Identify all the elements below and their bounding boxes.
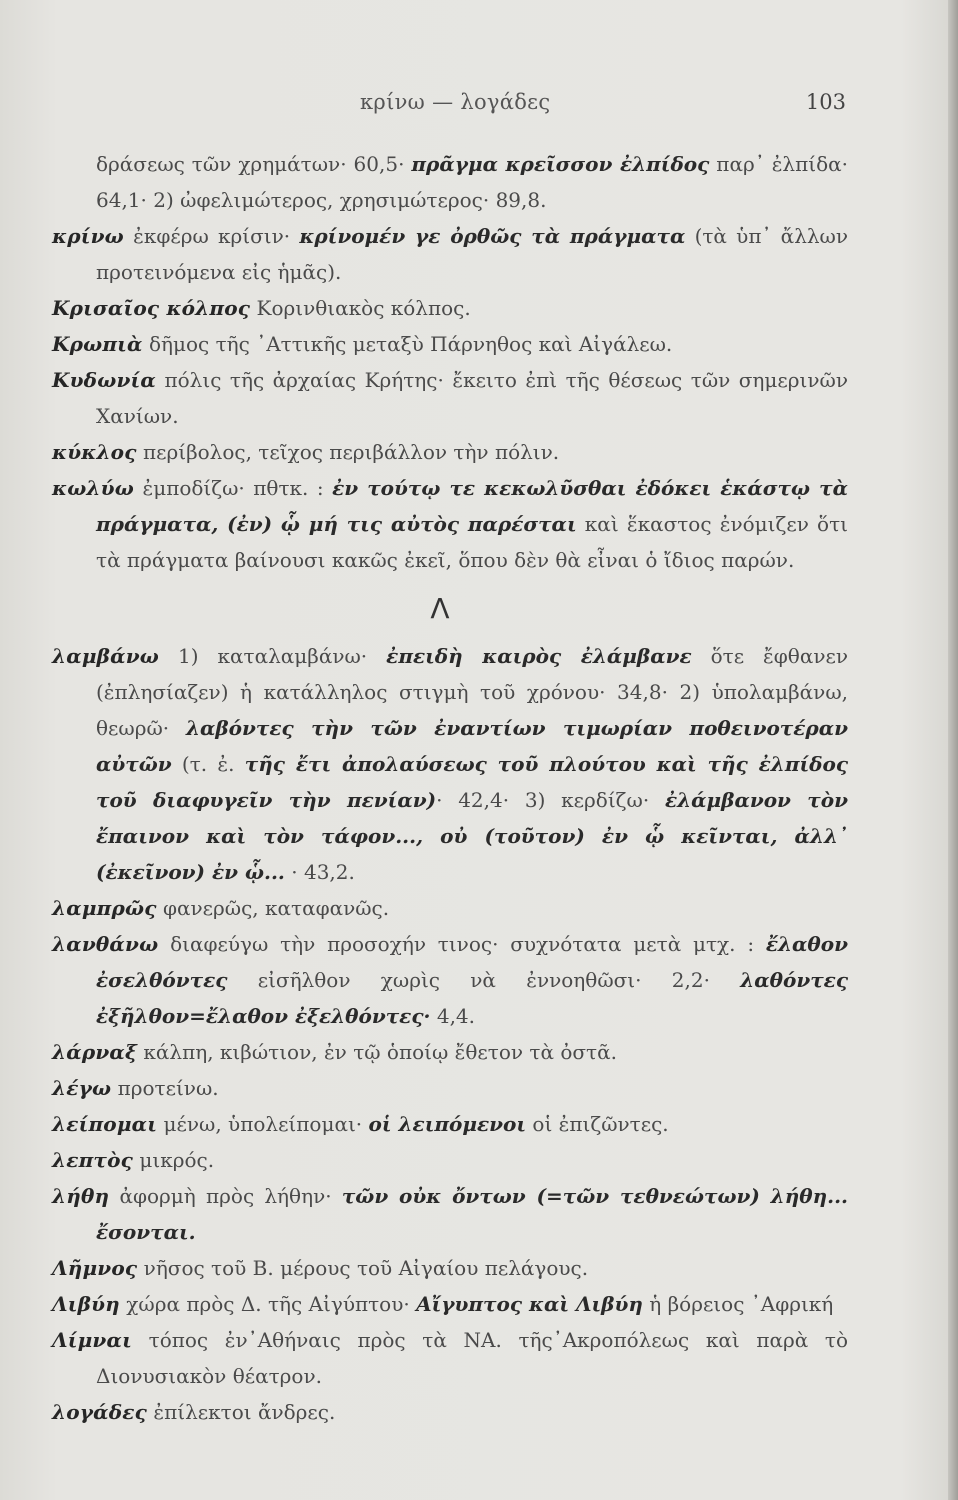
definition: ἐκφέρω κρίσιν· bbox=[123, 224, 300, 248]
page-edge-shadow bbox=[948, 0, 958, 1500]
definition: ἡ βόρειος ᾿Αφρική bbox=[642, 1292, 834, 1316]
headword: κρίνω bbox=[52, 224, 124, 248]
dictionary-entry bbox=[52, 1286, 848, 1322]
entry-continuation bbox=[52, 146, 848, 218]
dictionary-entry bbox=[52, 1142, 848, 1178]
dictionary-entry bbox=[52, 326, 848, 362]
headword: λεπτὸς bbox=[52, 1148, 133, 1172]
headword: λείπομαι bbox=[52, 1112, 158, 1136]
definition: προτείνω. bbox=[111, 1076, 219, 1100]
headword: Λίμναι bbox=[52, 1328, 132, 1352]
headword: κύκλος bbox=[52, 440, 137, 464]
definition: Κορινθιακὸς κόλπος. bbox=[250, 296, 471, 320]
dictionary-entry bbox=[52, 1034, 848, 1070]
headword: λέγω bbox=[52, 1076, 112, 1100]
quotation: οἱ λειπόμενοι bbox=[368, 1112, 527, 1136]
quotation: πρᾶγμα κρεῖσσον ἐλπίδος bbox=[411, 152, 710, 176]
dictionary-entry bbox=[52, 926, 848, 1034]
section-letter: Λ bbox=[430, 592, 450, 625]
definition: φανερῶς, καταφανῶς. bbox=[156, 896, 390, 920]
definition: μένω, ὑπολείπομαι· bbox=[157, 1112, 369, 1136]
definition: (τὰ ὑπ᾽ ἄλλων προτεινόμενα εἰς ἡμᾶς). bbox=[96, 224, 849, 284]
headword: λαμβάνω bbox=[52, 644, 160, 668]
dictionary-entry bbox=[52, 470, 848, 578]
quotation: λαβόντες τὴν τῶν ἐναντίων τιμωρίαν ποθεινοτέραν αὐτῶν bbox=[96, 716, 848, 776]
dictionary-text bbox=[52, 146, 848, 1430]
definition: παρ᾽ ἐλπίδα· 64,1· 2) ὠφελιμώτερος, χρησιμώτερος· 89,8. bbox=[96, 152, 848, 212]
definition: πόλις τῆς ἀρχαίας Κρήτης· ἔκειτο ἐπὶ τῆς θέσεως τῶν σημερινῶν Χανίων. bbox=[96, 368, 848, 428]
dictionary-entry bbox=[52, 362, 848, 434]
dictionary-entry bbox=[52, 638, 848, 890]
definition: τόπος ἐν᾽Αθήναις πρὸς τὰ ΝΑ. τῆς᾽Ακροπόλεως καὶ παρὰ τὸ Διονυσιακὸν θέατρον. bbox=[96, 1328, 848, 1388]
quotation: τῶν οὐκ ὄντων (=τῶν τεθνεώτων) λήθη... ἔσονται. bbox=[96, 1184, 849, 1244]
definition: νῆσος τοῦ Β. μέρους τοῦ Αἰγαίου πελάγους. bbox=[137, 1256, 589, 1280]
entries-kappa bbox=[52, 146, 848, 578]
dictionary-entry bbox=[52, 290, 848, 326]
headword: Λῆμνος bbox=[52, 1256, 138, 1280]
dictionary-entry bbox=[52, 1394, 848, 1430]
dictionary-entry bbox=[52, 1178, 848, 1250]
dictionary-entry bbox=[52, 1322, 848, 1394]
definition: ἐπίλεκτοι ἄνδρες. bbox=[147, 1400, 336, 1424]
quotation: ἐπειδὴ καιρὸς ἐλάμβανε bbox=[386, 644, 692, 668]
quotation: κρίνομέν γε ὀρθῶς τὰ πράγματα bbox=[299, 224, 686, 248]
quotation: ἐν τούτῳ τε κεκωλῦσθαι ἐδόκει ἑκάστῳ τὰ πράγματα, (ἐν) ᾧ μή τις αὐτὸς παρέσται bbox=[96, 476, 848, 536]
definition: · 42,4· 3) κερδίζω· bbox=[436, 788, 665, 812]
dictionary-entry bbox=[52, 890, 848, 926]
entries-lambda bbox=[52, 638, 848, 1430]
headword: Λιβύη bbox=[52, 1292, 120, 1316]
definition: χώρα πρὸς Δ. τῆς Αἰγύπτου· bbox=[119, 1292, 417, 1316]
quotation: Αἴγυπτος καὶ Λιβύη bbox=[416, 1292, 643, 1316]
definition: διαφεύγω τὴν προσοχήν τινος· συχνότατα μετὰ μτχ. : bbox=[158, 932, 766, 956]
definition: 1) καταλαμβάνω· bbox=[159, 644, 387, 668]
page-header bbox=[0, 90, 958, 120]
headword: λήθη bbox=[52, 1184, 110, 1208]
dictionary-entry bbox=[52, 1070, 848, 1106]
definition: κάλπη, κιβώτιον, ἐν τῷ ὁποίῳ ἔθετον τὰ ὀστᾶ. bbox=[137, 1040, 617, 1064]
quotation: λαθόντες ἐξῆλθον=ἔλαθον ἐξελθόντες· bbox=[96, 968, 848, 1028]
definition: ἀφορμὴ πρὸς λήθην· bbox=[109, 1184, 342, 1208]
quotation: τῆς ἔτι ἀπολαύσεως τοῦ πλούτου καὶ τῆς ἐλπίδος τοῦ διαφυγεῖν τὴν πενίαν) bbox=[96, 752, 849, 812]
headword: Κρισαῖος κόλπος bbox=[52, 296, 251, 320]
headword: Κυδωνία bbox=[52, 368, 156, 392]
dictionary-entry bbox=[52, 1106, 848, 1142]
definition: · 43,2. bbox=[284, 860, 355, 884]
definition: εἰσῆλθον χωρὶς νὰ ἐννοηθῶσι· 2,2· bbox=[227, 968, 741, 992]
definition: μικρός. bbox=[133, 1148, 215, 1172]
headword: Κρωπιὰ bbox=[52, 332, 143, 356]
quotation: ἔλαθον ἐσελθόντες bbox=[96, 932, 848, 992]
headword: λανθάνω bbox=[52, 932, 159, 956]
headword: λάρναξ bbox=[52, 1040, 138, 1064]
headword: κωλύω bbox=[52, 476, 134, 500]
page-number: 103 bbox=[805, 90, 846, 114]
dictionary-entry bbox=[52, 434, 848, 470]
definition: ἐμποδίζω· πθτκ. : bbox=[133, 476, 333, 500]
definition: δῆμος τῆς ᾿Αττικῆς μεταξὺ Πάρνηθος καὶ Αἰγάλεω. bbox=[142, 332, 673, 356]
definition: καὶ ἕκαστος ἐνόμιζεν ὅτι τὰ πράγματα βαίνουσι κακῶς ἐκεῖ, ὅπου δὲν θὰ εἶναι ὁ ἴδιος παρών. bbox=[96, 512, 848, 572]
headword: λογάδες bbox=[52, 1400, 148, 1424]
definition: περίβολος, τεῖχος περιβάλλον τὴν πόλιν. bbox=[136, 440, 560, 464]
headword: λαμπρῶς bbox=[52, 896, 157, 920]
definition: (τ. ἐ. bbox=[171, 752, 245, 776]
dictionary-entry bbox=[52, 1250, 848, 1286]
running-head: κρίνω — λογάδες bbox=[360, 90, 551, 114]
quotation: ἐλάμβανον τὸν ἔπαινον καὶ τὸν τάφον..., οὐ (τοῦτον) ἐν ᾧ κεῖνται, ἀλλ᾽ (ἐκεῖνον) ἐν ᾧ... bbox=[96, 788, 848, 884]
definition: 4,4. bbox=[430, 1004, 476, 1028]
definition: δράσεως τῶν χρημάτων· 60,5· bbox=[96, 152, 412, 176]
definition: ὅτε ἔφθανεν (ἐπλησίαζεν) ἡ κατάλληλος στιγμὴ τοῦ χρόνου· 34,8· 2) ὑπολαμβάνω, θεωρῶ· bbox=[96, 644, 848, 740]
definition: οἱ ἐπιζῶντες. bbox=[526, 1112, 669, 1136]
dictionary-entry bbox=[52, 218, 848, 290]
